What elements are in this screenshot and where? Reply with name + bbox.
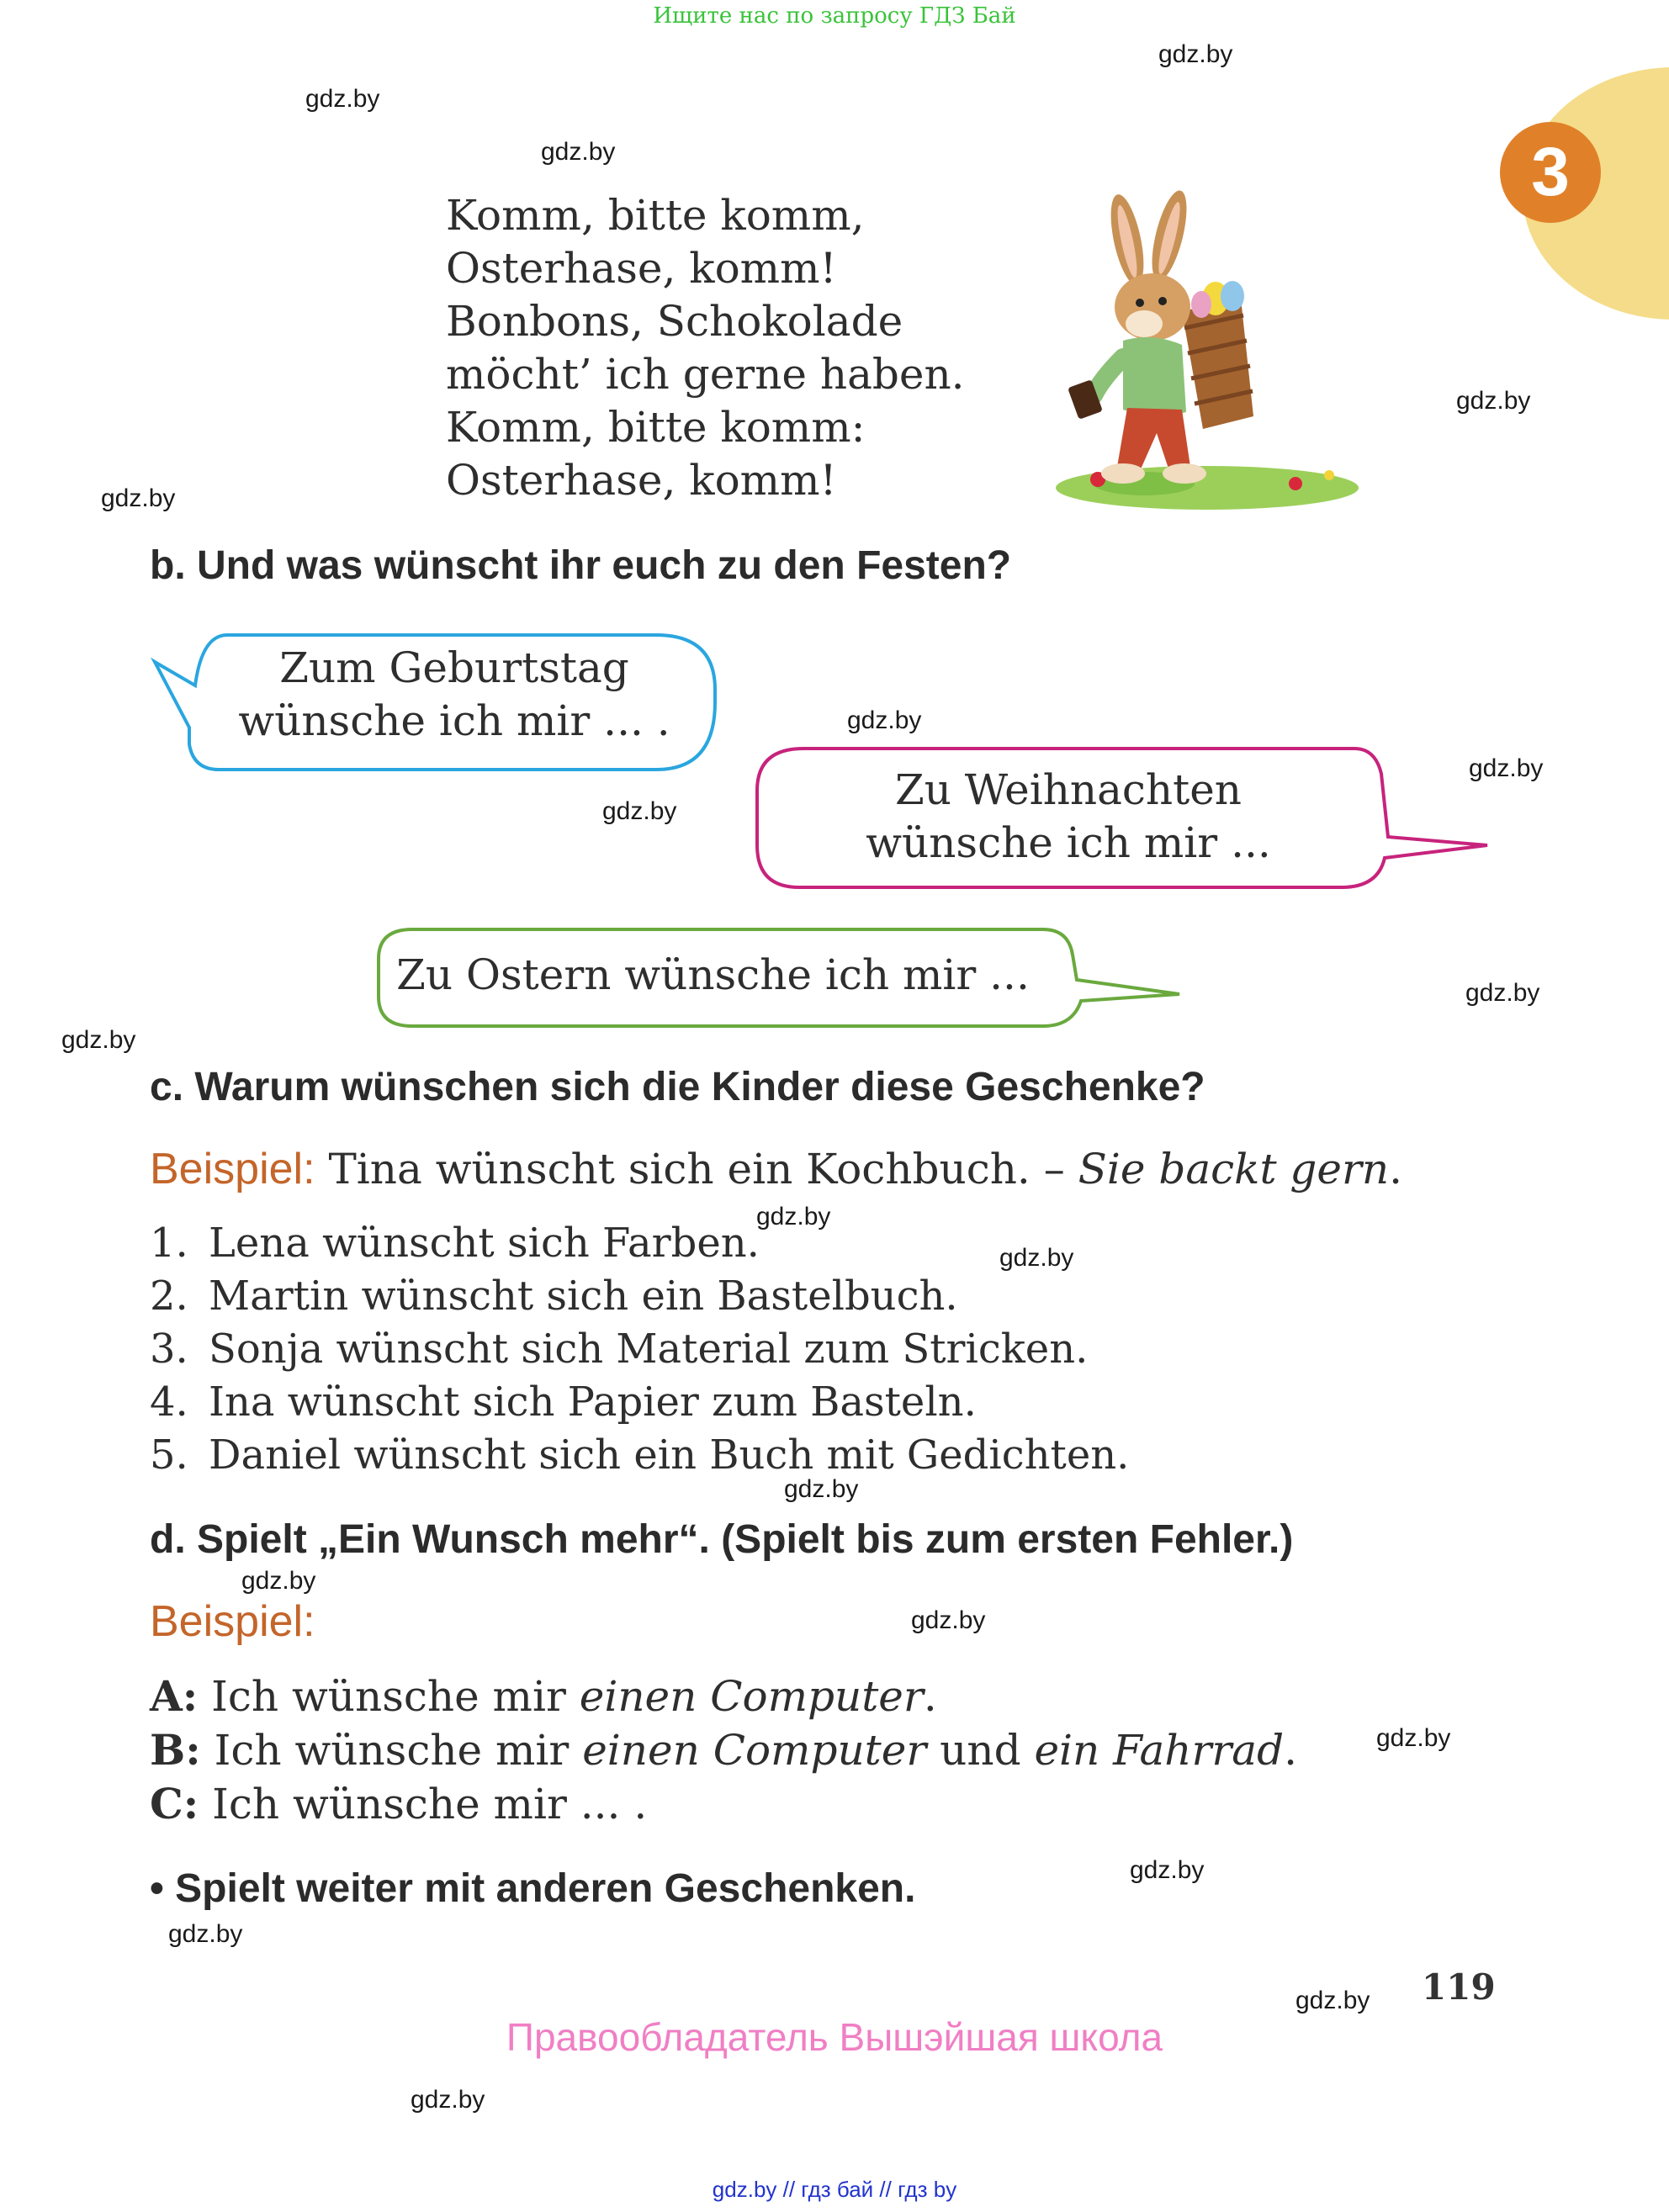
list-item	[150, 1217, 1129, 1270]
bullet-task	[150, 1865, 915, 1912]
watermark: gdz.by	[1158, 40, 1233, 68]
bullet-task-text: Spielt weiter mit anderen Geschenken.	[175, 1866, 916, 1911]
watermark: gdz.by	[602, 797, 677, 825]
bubble-line: Zu Weihnachten	[894, 765, 1242, 814]
task-c-list	[150, 1217, 1129, 1482]
page-number: 119	[1422, 1966, 1496, 2008]
chapter-number-badge: 3	[1500, 122, 1601, 223]
dialog-text: Ich wünsche mir	[198, 1672, 580, 1721]
copyright-notice: Правообладатель Вышэйшая школа	[506, 2015, 1163, 2059]
poem-line: Osterhase, komm!	[446, 456, 837, 505]
list-text: Martin wünscht sich ein Bastelbuch.	[209, 1273, 958, 1320]
dialog-end: .	[923, 1672, 937, 1721]
list-number: 2.	[150, 1273, 188, 1320]
top-banner: Ищите нас по запросу ГДЗ Бай	[653, 3, 1016, 29]
list-text: Lena wünscht sich Farben.	[209, 1220, 760, 1267]
list-number: 5.	[150, 1431, 188, 1479]
birthday-bubble-text	[198, 642, 711, 748]
example-dialog	[150, 1670, 1297, 1831]
watermark: gdz.by	[911, 1606, 986, 1634]
watermark: gdz.by	[1130, 1856, 1205, 1884]
watermark: gdz.by	[411, 2086, 485, 2114]
bullet-icon: •	[150, 1866, 164, 1911]
footer-links[interactable]: gdz.by // гдз бай // гдз by	[712, 2177, 957, 2202]
dialog-text: Ich wünsche mir	[200, 1726, 583, 1775]
task-c-heading: c. Warum wünschen sich die Kinder diese Geschenke?	[150, 1065, 1205, 1109]
list-item	[150, 1376, 1129, 1429]
example-c	[150, 1144, 1402, 1194]
dialog-line-a	[150, 1670, 1297, 1723]
dialog-text: Ich wünsche mir ... .	[199, 1780, 648, 1828]
example-c-answer: Sie backt gern	[1078, 1145, 1390, 1193]
speaker: B:	[150, 1725, 201, 1775]
example-c-end: .	[1389, 1145, 1403, 1193]
easter-bunny-illustration	[1043, 189, 1371, 517]
poem-line: Komm, bitte komm:	[446, 403, 866, 452]
list-number: 4.	[150, 1379, 188, 1426]
beispiel-label: Beispiel:	[150, 1597, 315, 1646]
list-number: 1.	[150, 1220, 188, 1267]
task-d-heading: d. Spielt „Ein Wunsch mehr“. (Spielt bis zum ersten Fehler.)	[150, 1517, 1294, 1562]
poem-line: Komm, bitte komm,	[446, 191, 865, 240]
list-text: Ina wünscht sich Papier zum Basteln.	[209, 1379, 977, 1426]
watermark: gdz.by	[61, 1026, 136, 1054]
watermark: gdz.by	[756, 1203, 831, 1230]
watermark: gdz.by	[1465, 979, 1540, 1007]
dialog-text: und	[926, 1726, 1035, 1775]
bubble-line: wünsche ich mir ... .	[238, 696, 670, 745]
watermark: gdz.by	[541, 138, 616, 166]
list-item	[150, 1429, 1129, 1482]
speaker: A:	[150, 1671, 199, 1721]
watermark: gdz.by	[241, 1567, 316, 1595]
beispiel-label: Beispiel:	[150, 1145, 315, 1193]
bubble-line: wünsche ich mir ...	[866, 818, 1271, 867]
watermark: gdz.by	[305, 85, 380, 113]
list-text: Daniel wünscht sich ein Buch mit Gedichten.	[209, 1431, 1130, 1479]
dialog-wish: ein Fahrrad	[1034, 1726, 1285, 1775]
dialog-line-b	[150, 1723, 1297, 1777]
christmas-bubble-text	[757, 764, 1380, 870]
poem-line: möcht’ ich gerne haben.	[446, 350, 965, 399]
watermark: gdz.by	[1376, 1724, 1451, 1752]
watermark: gdz.by	[784, 1475, 859, 1503]
task-b-heading: b. Und was wünscht ihr euch zu den Festen?	[150, 543, 1012, 588]
watermark: gdz.by	[101, 484, 176, 512]
dialog-end: .	[1284, 1726, 1297, 1775]
easter-poem	[446, 189, 965, 507]
list-item	[150, 1270, 1129, 1323]
list-number: 3.	[150, 1326, 188, 1373]
dialog-wish: einen Computer	[582, 1726, 927, 1775]
list-text: Sonja wünscht sich Material zum Stricken.	[209, 1326, 1089, 1373]
speaker: C:	[150, 1779, 199, 1828]
poem-line: Bonbons, Schokolade	[446, 297, 903, 346]
easter-bubble-text: Zu Ostern wünsche ich mir ...	[396, 950, 1030, 999]
watermark: gdz.by	[847, 706, 922, 734]
watermark: gdz.by	[1456, 387, 1531, 415]
poem-line: Osterhase, komm!	[446, 244, 837, 293]
watermark: gdz.by	[1295, 1987, 1370, 2014]
watermark: gdz.by	[999, 1244, 1074, 1272]
watermark: gdz.by	[1469, 754, 1544, 782]
watermark: gdz.by	[168, 1920, 243, 1948]
dialog-wish: einen Computer	[579, 1672, 924, 1721]
list-item	[150, 1323, 1129, 1376]
bubble-line: Zum Geburtstag	[279, 643, 629, 692]
dialog-line-c	[150, 1777, 1297, 1831]
example-c-text: Tina wünscht sich ein Kochbuch. –	[315, 1145, 1078, 1193]
